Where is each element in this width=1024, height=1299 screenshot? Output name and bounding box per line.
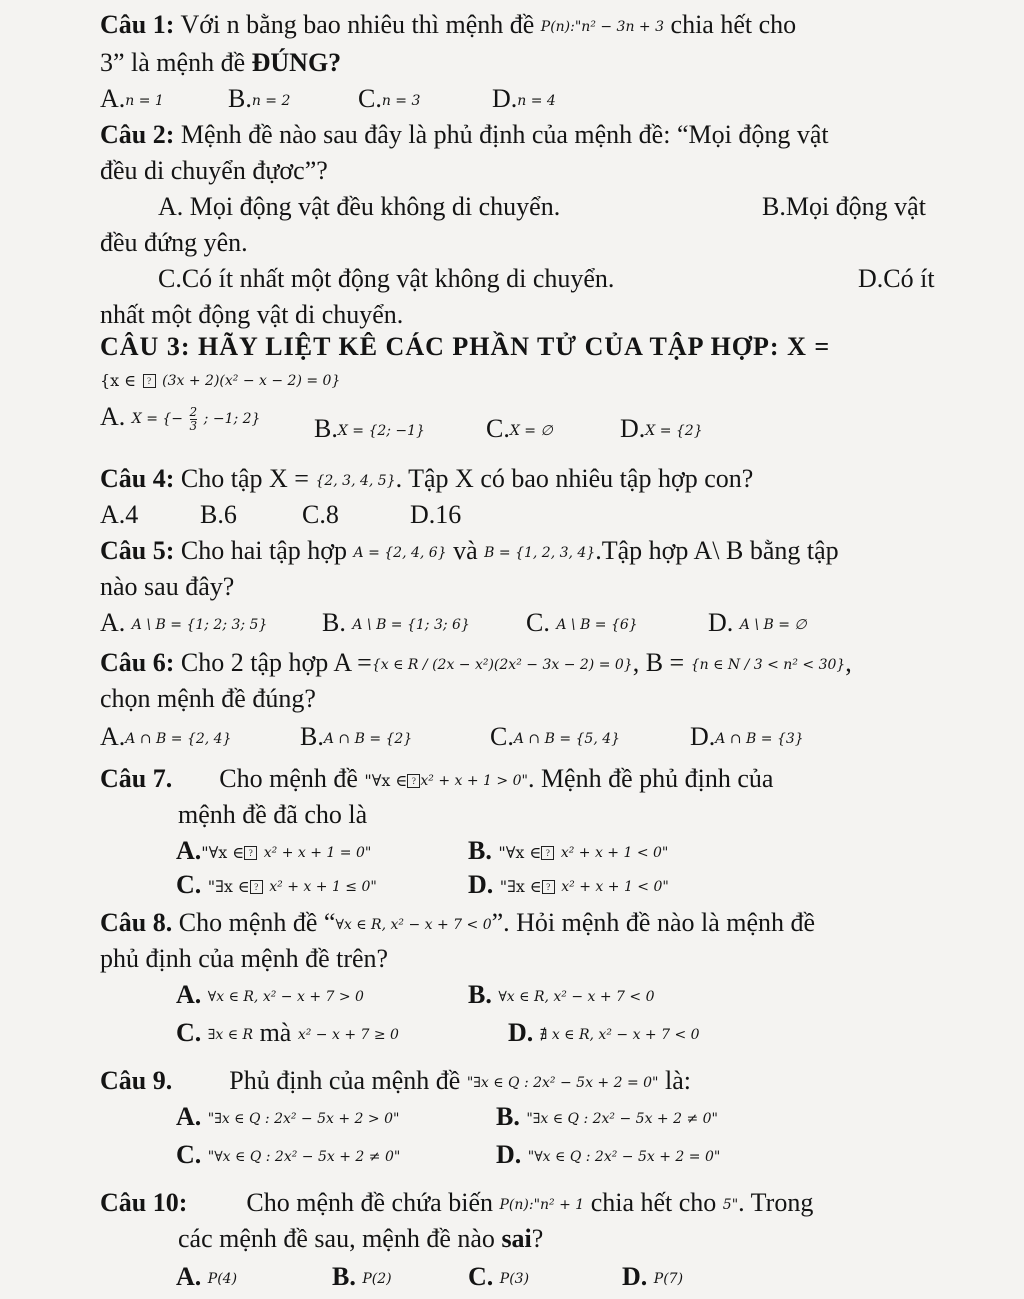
q2-option-b-cont: đều đứng yên. (100, 228, 248, 257)
q3-set-b: (3x + 2)(x² − x − 2) = 0} (162, 373, 341, 390)
q10-opt-c-key: C. (468, 1262, 494, 1291)
q1-text-b: chia hết cho (670, 10, 797, 39)
q10-opt-a-key: A. (176, 1262, 202, 1291)
q10-opt-a-val: P(4) (207, 1271, 238, 1288)
q4-option-a[interactable]: A.4 (100, 500, 139, 529)
q1-opt-b-key: B. (228, 84, 252, 113)
q5-text-c: .Tập hợp A\ B bằng tập (595, 536, 839, 565)
q10-text-b: chia hết cho (590, 1188, 717, 1217)
q8-opt-c-val: ∃x ∈ R (207, 1027, 254, 1044)
unknown-glyph-icon: ? (244, 846, 257, 860)
q9-text-b: là: (664, 1066, 691, 1095)
q9-opt-d-key: D. (496, 1140, 522, 1169)
q9-opt-c-key: C. (176, 1140, 202, 1169)
q3-opt-c-val: X = ∅ (509, 423, 553, 440)
q1-text-d: ĐÚNG? (251, 48, 342, 77)
fraction-denominator: 3 (189, 418, 198, 433)
q8-label: Câu 8. (100, 908, 173, 937)
q3-option-b[interactable] (314, 412, 425, 448)
q6-text-b: , B = (632, 648, 685, 677)
q7-expr-b: x² + x + 1 > 0" (420, 773, 528, 790)
q7-text-a: Cho mệnh đề (219, 764, 358, 793)
q4-line1 (100, 462, 753, 498)
q6-option-a[interactable] (100, 720, 231, 756)
q9-label: Câu 9. (100, 1066, 173, 1095)
q3-opt-a-val2: ; −1; 2} (203, 411, 261, 428)
q10-option-c[interactable] (468, 1260, 529, 1296)
q8-opt-c-val2: x² − x + 7 ≥ 0 (297, 1027, 399, 1044)
q10-line2 (178, 1222, 543, 1256)
fraction-numerator: 2 (189, 404, 198, 419)
q3-set-a: {x ∈ (100, 371, 137, 391)
q4-option-b[interactable]: B.6 (200, 500, 237, 529)
q6-line1 (100, 646, 852, 682)
q10-opt-c-val: P(3) (499, 1271, 530, 1288)
q1-label: Câu 1: (100, 10, 175, 39)
q5-opt-d-val: A \ B = ∅ (739, 617, 807, 634)
q8-opt-a-val: ∀x ∈ R, x² − x + 7 > 0 (207, 989, 364, 1006)
q8-line1 (100, 906, 815, 942)
q7-opt-d-key: D. (468, 870, 494, 899)
unknown-glyph-icon: ? (407, 774, 420, 788)
q10-text2-a: các mệnh đề sau, mệnh đề nào (178, 1224, 495, 1253)
q1-option-d[interactable] (492, 82, 556, 118)
q3-option-a[interactable] (100, 400, 260, 436)
q7-opt-c-b: x² + x + 1 ≤ 0" (269, 879, 377, 896)
q6-opt-b-val: A ∩ B = {2} (323, 731, 413, 748)
q10-text2-b: sai (501, 1224, 532, 1253)
q3-opt-b-val: X = {2; −1} (337, 423, 425, 440)
q10-opt-b-key: B. (332, 1262, 356, 1291)
q8-option-c[interactable] (176, 1016, 399, 1052)
q3-opt-c-key: C. (486, 414, 510, 443)
q6-label: Câu 6: (100, 648, 175, 677)
q3-opt-d-val: X = {2} (645, 423, 703, 440)
q6-opt-b-key: B. (300, 722, 324, 751)
q5-opt-a-val: A \ B = {1; 2; 3; 5} (131, 617, 268, 634)
q10-text-a: Cho mệnh đề chứa biến (246, 1188, 493, 1217)
q5-set-a: A = {2, 4, 6} (353, 545, 447, 562)
q2-option-d-cont: nhất một động vật di chuyển. (100, 300, 404, 329)
q2-option-d[interactable]: D.Có ít (858, 264, 935, 293)
q7-option-b[interactable] (468, 834, 668, 870)
q8-opt-d-key: D. (508, 1018, 534, 1047)
q9-opt-d-val: "∀x ∈ Q : 2x² − 5x + 2 = 0" (527, 1149, 721, 1166)
q8-option-a[interactable] (176, 978, 364, 1014)
q1-opt-a-val: n = 1 (125, 93, 164, 110)
q4-set: {2, 3, 4, 5} (315, 473, 396, 490)
q4-text-a: Cho tập X = (180, 464, 309, 493)
q6-opt-c-val: A ∩ B = {5, 4} (513, 731, 621, 748)
q5-opt-a-key: A. (100, 608, 126, 637)
q6-opt-d-key: D. (690, 722, 716, 751)
q8-opt-c-key: C. (176, 1018, 202, 1047)
q10-label: Câu 10: (100, 1188, 188, 1217)
q1-opt-d-val: n = 4 (517, 93, 556, 110)
q8-opt-d-val: ∄ x ∈ R, x² − x + 7 < 0 (539, 1027, 700, 1044)
q3-option-d[interactable] (620, 412, 703, 448)
q9-option-c[interactable] (176, 1138, 400, 1174)
q7-line2: mệnh đề đã cho là (178, 800, 368, 829)
q1-opt-d-key: D. (492, 84, 518, 113)
q9-option-b[interactable] (496, 1100, 718, 1136)
q7-line1 (100, 762, 773, 798)
q7-opt-a-a: "∀x ∈ (201, 843, 245, 863)
q2-text: Mệnh đề nào sau đây là phủ định của mệnh đề: “Mọi động vật (180, 120, 829, 149)
q1-opt-c-val: n = 3 (381, 93, 421, 110)
q7-option-d[interactable] (468, 868, 669, 904)
q5-opt-b-key: B. (322, 608, 346, 637)
q1-line2 (100, 46, 341, 80)
q9-expr: "∃x ∈ Q : 2x² − 5x + 2 = 0" (466, 1075, 659, 1092)
q3-opt-d-key: D. (620, 414, 646, 443)
q6-opt-c-key: C. (490, 722, 514, 751)
q2-line1 (100, 118, 829, 152)
q5-opt-d-key: D. (708, 608, 734, 637)
q6-option-c[interactable] (490, 720, 620, 756)
q6-line2: chọn mệnh đề đúng? (100, 684, 316, 713)
q9-opt-b-key: B. (496, 1102, 520, 1131)
q7-option-a[interactable] (176, 834, 371, 870)
q5-label: Câu 5: (100, 536, 175, 565)
q10-opt-d-key: D. (622, 1262, 648, 1291)
q3-opt-a-fraction (190, 406, 198, 433)
q9-opt-a-val: "∃x ∈ Q : 2x² − 5x + 2 > 0" (207, 1111, 400, 1128)
q6-opt-d-val: A ∩ B = {3} (715, 731, 804, 748)
q7-text-b: . Mệnh đề phủ định của (527, 764, 774, 793)
q10-line1 (100, 1186, 813, 1222)
q1-text: Với n bằng bao nhiêu thì mệnh đề (180, 10, 535, 39)
q9-option-a[interactable] (176, 1100, 399, 1136)
unknown-glyph-icon: ? (250, 880, 263, 894)
q6-text-c: , (845, 648, 852, 677)
unknown-glyph-icon: ? (542, 880, 555, 894)
q7-opt-b-b: x² + x + 1 < 0" (560, 845, 669, 862)
q6-set-a: {x ∈ R / (2x − x²)(2x² − 3x − 2) = 0} (371, 657, 633, 674)
q5-text-b: và (453, 536, 478, 565)
q1-option-b[interactable] (228, 82, 290, 118)
q5-option-a[interactable] (100, 606, 267, 642)
q10-num: 5" (722, 1197, 739, 1214)
q7-opt-d-a: "∃x ∈ (499, 877, 542, 897)
q6-opt-a-key: A. (100, 722, 126, 751)
unknown-glyph-icon: ? (541, 846, 554, 860)
q7-opt-a-b: x² + x + 1 = 0" (263, 845, 372, 862)
q8-text-a: Cho mệnh đề “ (178, 908, 336, 937)
q2-option-c[interactable]: C.Có ít nhất một động vật không di chuyển. (158, 264, 615, 293)
q10-opt-b-val: P(2) (362, 1271, 392, 1288)
q10-option-d[interactable] (622, 1260, 683, 1296)
q1-opt-a-key: A. (100, 84, 126, 113)
q6-option-b[interactable] (300, 720, 412, 756)
q7-option-c[interactable] (176, 868, 377, 904)
q8-opt-a-key: A. (176, 980, 202, 1009)
q4-option-d[interactable]: D.16 (410, 500, 462, 529)
q1-option-a[interactable] (100, 82, 164, 118)
q3-opt-b-key: B. (314, 414, 338, 443)
q9-opt-a-key: A. (176, 1102, 202, 1131)
q10-opt-d-val: P(7) (653, 1271, 684, 1288)
q3-opt-a-key: A. (100, 402, 126, 431)
q8-option-d[interactable] (508, 1016, 700, 1052)
q1-opt-b-val: n = 2 (251, 93, 291, 110)
q2-option-a[interactable]: A. Mọi động vật đều không di chuyển. (158, 192, 561, 221)
q7-label: Câu 7. (100, 764, 173, 793)
q5-line1 (100, 534, 839, 570)
q5-text-a: Cho hai tập hợp (180, 536, 348, 565)
q7-opt-b-key: B. (468, 836, 492, 865)
q5-option-b[interactable] (322, 606, 470, 642)
q5-option-c[interactable] (526, 606, 638, 642)
q9-line1 (100, 1064, 691, 1100)
q7-opt-b-a: "∀x ∈ (498, 843, 542, 863)
q7-opt-c-a: "∃x ∈ (207, 877, 250, 897)
q1-option-c[interactable] (358, 82, 420, 118)
q10-text-c: . Trong (738, 1188, 814, 1217)
q2-label: Câu 2: (100, 120, 175, 149)
q7-opt-a-key: A. (176, 836, 202, 865)
q9-opt-b-val: "∃x ∈ Q : 2x² − 5x + 2 ≠ 0" (526, 1111, 718, 1128)
q10-option-b[interactable] (332, 1260, 392, 1296)
q5-opt-c-val: A \ B = {6} (556, 617, 638, 634)
q10-option-a[interactable] (176, 1260, 237, 1296)
q8-opt-b-key: B. (468, 980, 492, 1009)
q5-option-d[interactable] (708, 606, 807, 642)
q1-text-c: 3” là mệnh đề (100, 48, 246, 77)
q10-expr: P(n):"n² + 1 (499, 1197, 585, 1214)
q8-line2: phủ định của mệnh đề trên? (100, 944, 389, 973)
q8-text-b: ”. Hỏi mệnh đề nào là mệnh đề (491, 908, 816, 937)
q5-opt-b-val: A \ B = {1; 3; 6} (352, 617, 470, 634)
q9-option-d[interactable] (496, 1138, 720, 1174)
q5-line2: nào sau đây? (100, 572, 235, 601)
q5-set-b: B = {1, 2, 3, 4} (484, 545, 596, 562)
q4-label: Câu 4: (100, 464, 175, 493)
q3-option-c[interactable] (486, 412, 553, 448)
q8-opt-b-val: ∀x ∈ R, x² − x + 7 < 0 (498, 989, 655, 1006)
q6-opt-a-val: A ∩ B = {2, 4} (125, 731, 232, 748)
q5-opt-c-key: C. (526, 608, 550, 637)
unknown-glyph-icon: ? (143, 374, 156, 388)
q2-option-b[interactable]: B.Mọi động vật (762, 192, 926, 221)
q6-text-a: Cho 2 tập hợp A = (180, 648, 372, 677)
q3-label: CÂU 3: HÃY LIỆT KÊ CÁC PHẦN TỬ CỦA TẬP HỢP: X = (100, 332, 831, 361)
q4-text-b: . Tập X có bao nhiêu tập hợp con? (395, 464, 754, 493)
q8-option-b[interactable] (468, 978, 655, 1014)
q7-opt-c-key: C. (176, 870, 202, 899)
q4-option-c[interactable]: C.8 (302, 500, 339, 529)
q3-opt-a-val: X = {− (131, 411, 184, 428)
q10-text2-c: ? (531, 1224, 544, 1253)
q9-text-a: Phủ định của mệnh đề (229, 1066, 461, 1095)
q7-opt-d-b: x² + x + 1 < 0" (561, 879, 669, 896)
q8-opt-c-mid: mà (259, 1018, 292, 1047)
q3-set (100, 362, 340, 398)
q8-expr: ∀x ∈ R, x² − x + 7 < 0 (335, 917, 492, 934)
q2-line2: đều di chuyển đựơc”? (100, 156, 328, 185)
q6-set-b: {n ∈ N / 3 < n² < 30} (690, 657, 846, 674)
q9-opt-c-val: "∀x ∈ Q : 2x² − 5x + 2 ≠ 0" (207, 1149, 401, 1166)
q7-expr-a: "∀x ∈ (364, 771, 408, 791)
q1-line1 (100, 8, 796, 44)
q1-opt-c-key: C. (358, 84, 382, 113)
q6-option-d[interactable] (690, 720, 804, 756)
q1-expr: P(n):"n² − 3n + 3 (540, 19, 665, 36)
